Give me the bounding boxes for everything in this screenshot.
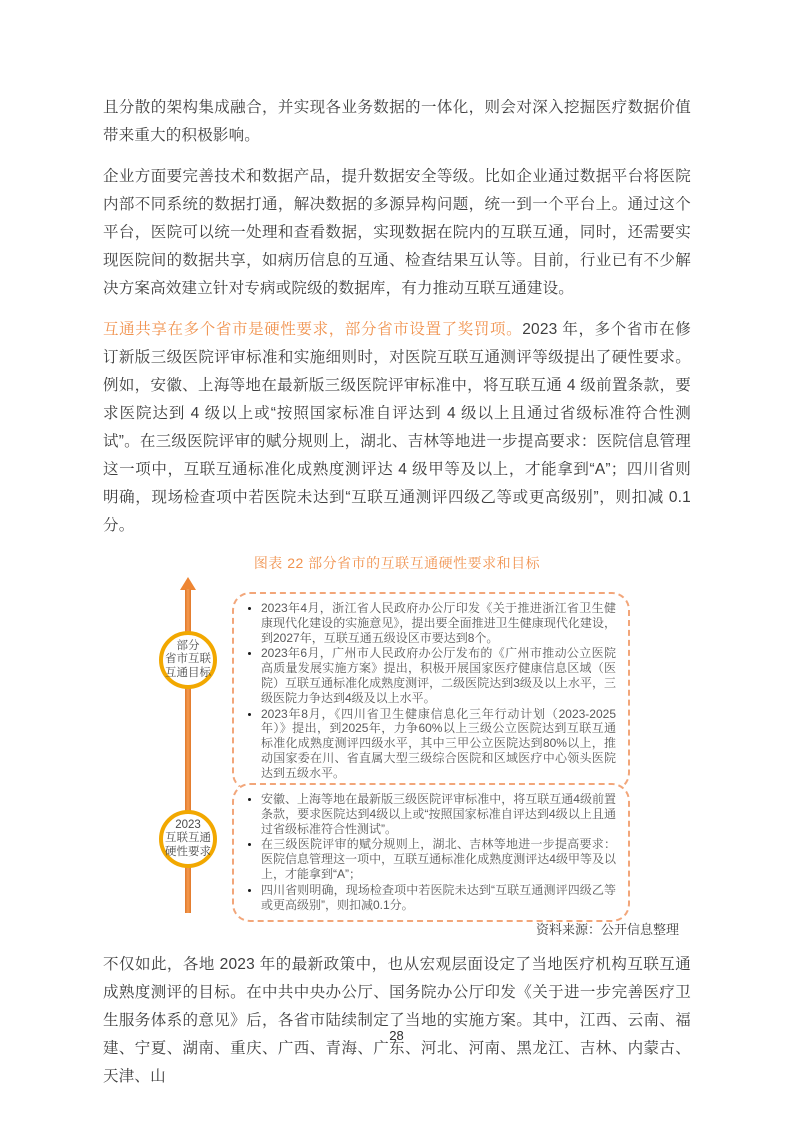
timeline-node-2023-requirements [159,810,217,868]
paragraph-enterprise-data: 企业方面要完善技术和数据产品，提升数据安全等级。比如企业通过数据平台将医院内部不同系统的数据打通，解决数据的多源异构问题，统一到一个平台上。通过这个平台，医院可以统一处理和查看数据，实现数据在院内的互联互通，同时，还需要实现医院间的数据共享，如病历信息的互通、检查结果互认等。目前，行业已有不少解决方案高效建立针对专病或院级的数据库，有力推动互联互通建设。 [103,168,691,297]
bullet-item: • 2023年4月，浙江省人民政府办公厅印发《关于推进浙江省卫生健康现代化建设的实施意见》，提出要全面推进卫生健康现代化建设，到2027年，互联互通五级设区市要达到8个。 [261,601,616,645]
bullet-list [242,601,616,781]
bullet-item: • 四川省则明确，现场检查项中若医院未达到“互联互通测评四级乙等或更高级别”，则扣减0.1分。 [261,883,616,913]
paragraph-province-requirements [103,316,691,540]
paragraph-lead-highlight: 互通共享在多个省市是硬性要求，部分省市设置了奖罚项。 [103,321,523,338]
data-source-note: 资料来源：公开信息整理 [535,922,679,937]
callout-box-hard-requirements [232,783,630,922]
bullet-item: • 安徽、上海等地在最新版三级医院评审标准中，将互联互通4级前置条款，要求医院达到4级以上或“按照国家标准自评达到4级以上且通过省级标准符合性测试”。 [261,792,616,836]
node-label-line: 省市互联 [165,653,211,666]
paragraph-lead-rest: 2023 年，多个省市在修订新版三级医院评审标准和实施细则时，对医院互联互通测评等级提出了硬性要求。例如，安徽、上海等地在最新版三级医院评审标准中，将互联互通 4 级前置条款，要求医院达到 4 级以上或“按照国家标准自评达到 4 级以上且通过省级标准符合性测试”。在三级医院评审的赋分规则上，湖北、吉林等地进一步提高要求：医院信息管理这一项中，互联互通标准化成熟度测评达 4 级甲等及以上，才能拿到“A”；四川省则明确，现场检查项中若医院未达到“互联互通测评四级乙等或更高级别”，则扣减 0.1 分。 [103,321,691,534]
bullet-list [242,792,616,912]
node-label-line: 互联互通 [165,832,211,845]
figure-caption: 图表 22 部分省市的互联互通硬性要求和目标 [253,555,541,571]
paragraph-architecture-integration: 且分散的架构集成融合，并实现各业务数据的一体化，则会对深入挖掘医疗数据价值带来重大的积极影响。 [103,99,691,144]
node-label-line: 硬性要求 [165,845,211,858]
bullet-item: • 2023年8月，《四川省卫生健康信息化三年行动计划（2023-2025年）》提出，到2025年，力争60%以上三级公立医院达到互联互通标准化成熟度测评四级水平，其中三甲公立医院达到80%以上，推动国家委在川、省直属大型三级综合医院和区域医疗中心领头医院达到五级水平。 [261,707,616,781]
bullet-item: • 在三级医院评审的赋分规则上，湖北、吉林等地进一步提高要求：医院信息管理这一项中，互联互通标准化成熟度测评达4级甲等及以上，才能拿到“A”； [261,837,616,881]
figure-22-diagram [103,577,691,917]
node-label-line: 2023 [175,818,201,831]
node-label-line: 部分 [176,639,200,652]
page-number: 28 [389,1028,404,1043]
paragraph-2023-policies: 不仅如此，各地 2023 年的最新政策中，也从宏观层面设定了当地医疗机构互联互通成熟度测评的目标。在中共中央办公厅、国务院办公厅印发《关于进一步完善医疗卫生服务体系的意见》后，各省市陆续制定了当地的实施方案。其中，江西、云南、福建、宁夏、湖南、重庆、广西、青海、广东、河北、河南、黑龙江、吉林、内蒙古、天津、山 [103,956,691,1085]
callout-box-province-goals [232,592,630,791]
bullet-item: • 2023年6月，广州市人民政府办公厅发布的《广州市推动公立医院高质量发展实施方案》提出，积极开展国家医疗健康信息区域（医院）互联互通标准化成熟度测评，二级医院达到3级及以上水平，三级医院力争达到4级及以上水平。 [261,646,616,705]
node-label-line: 互通目标 [165,666,211,679]
timeline-node-province-goals [159,631,217,689]
